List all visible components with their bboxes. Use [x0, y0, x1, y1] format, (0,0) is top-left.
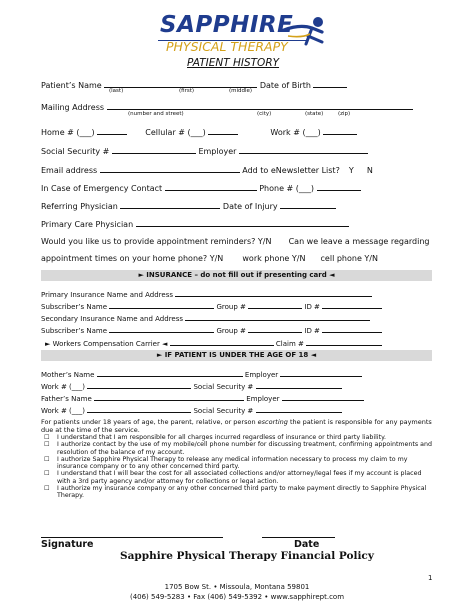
checkbox-icon[interactable]: ☐ [44, 434, 50, 441]
home-phone-field[interactable] [97, 126, 127, 135]
name-sublabel-last: (last) [109, 88, 124, 94]
claim-field[interactable] [306, 338, 382, 346]
claim-label: Claim # [275, 340, 304, 348]
father-work-label: Work # (___) [41, 407, 86, 415]
secondary-insurance-field[interactable] [185, 313, 370, 321]
consent-item: ☐ I authorize my insurance company or any other concerned third party to make payment directly to Sapphire Physical Therapy. [44, 485, 427, 500]
fathers-name-label: Father’s Name [41, 395, 92, 403]
primary-care-field[interactable] [136, 218, 349, 227]
footer-contact: (406) 549-5283 • Fax (406) 549-5392 • www.sapphirept.com [129, 593, 345, 601]
intro-emphasis: escorting [257, 418, 288, 426]
newsletter-label: Add to eNewsletter List? [242, 166, 340, 175]
email-field[interactable] [100, 164, 240, 173]
father-work-row[interactable] [41, 405, 342, 415]
primary-insurance-label: Primary Insurance Name and Address [41, 291, 173, 299]
insurance-section-header: ► INSURANCE – do not fill out if presenting card ◄ [41, 270, 432, 281]
group-label: Group # [216, 303, 246, 311]
signature-line[interactable] [41, 537, 223, 538]
primary-insurance-row[interactable] [41, 289, 372, 299]
address-sublabel-state: (state) [305, 111, 324, 117]
newsletter-yes[interactable]: Y [348, 166, 354, 175]
date-of-birth-label: Date of Birth [259, 81, 311, 90]
signature-label: Signature [41, 539, 94, 550]
ssn-field[interactable] [112, 145, 196, 154]
newsletter-no[interactable]: N [366, 166, 373, 175]
employer-label: Employer [198, 147, 237, 156]
secondary-insurance-row[interactable] [41, 313, 370, 323]
mothers-name-field[interactable] [97, 369, 243, 377]
responsibility-intro: For patients under 18 years of age, the parent, relative, or person escorting the patient is responsible for any payments due at the time of the service. [41, 418, 432, 434]
consent-item: ☐ I authorize Sapphire Physical Therapy to release any medical information necessary to process my claim to my insurance company or to any other concerned third party. [44, 455, 408, 471]
father-work-field[interactable] [87, 405, 191, 413]
page-number: 1 [428, 574, 433, 582]
reminder-question-1: Would you like us to provide appointment reminders? Y/N [41, 237, 272, 246]
mother-work-label: Work # (___) [41, 383, 86, 391]
home-phone-label: Home # (___) [41, 128, 95, 137]
mother-employer-label: Employer [244, 371, 279, 379]
mothers-name-label: Mother’s Name [41, 371, 95, 379]
referring-physician-label: Referring Physician [41, 202, 118, 211]
subscriber-name-field[interactable] [109, 325, 214, 333]
secondary-subscriber-row[interactable] [41, 325, 382, 335]
consent-list [44, 434, 435, 500]
name-sublabel-middle: (middle) [229, 88, 253, 94]
patients-name-label: Patient’s Name [41, 81, 102, 90]
consent-item: ☐ I understand that I will bear the cost for all associated collections and/or attorney/legal fees if my account is placed with a 3rd party agency and/or attorney for collections or legal action. [44, 470, 422, 485]
mother-work-field[interactable] [87, 381, 191, 389]
mother-row[interactable] [41, 369, 362, 379]
mother-ssn-label: Social Security # [193, 383, 254, 391]
minor-section-header: ► IF PATIENT IS UNDER THE AGE OF 18 ◄ [41, 350, 432, 361]
referring-physician-field[interactable] [120, 200, 220, 209]
father-employer-field[interactable] [282, 393, 364, 401]
primary-subscriber-row[interactable] [41, 301, 382, 311]
referring-row[interactable] [41, 200, 336, 211]
date-of-injury-label: Date of Injury [222, 202, 278, 211]
father-ssn-label: Social Security # [193, 407, 254, 415]
mailing-address-field[interactable] [107, 101, 413, 110]
workers-comp-field[interactable] [170, 338, 274, 346]
workers-comp-label: ► Workers Compensation Carrier ◄ [45, 340, 168, 348]
footer-address: 1705 Bow St. • Missoula, Montana 59801 [164, 583, 310, 591]
date-line[interactable] [262, 537, 335, 538]
reminder-work-phone[interactable]: work phone Y/N [242, 254, 306, 263]
emergency-phone-label: Phone # (___) [259, 184, 315, 193]
page-title: PATIENT HISTORY [187, 57, 280, 69]
consent-item: ☐ I understand that I am responsible for all charges incurred regardless of insurance or third party liability. [44, 434, 386, 441]
father-employer-label: Employer [246, 395, 280, 403]
employer-field[interactable] [239, 145, 368, 154]
emergency-contact-label: In Case of Emergency Contact [41, 184, 163, 193]
group-label: Group # [216, 327, 246, 335]
consent-item: ☐ I authorize contact by the use of my mobile/cell phone number for discussing treatment, confirming appointments and resolution of the balance of my account. [44, 441, 433, 456]
phone-row[interactable] [41, 126, 357, 137]
id-label: ID # [304, 327, 320, 335]
reminder-question-line1 [41, 237, 430, 246]
logo-name: SAPPHIRE [160, 12, 294, 38]
cellular-phone-label: Cellular # (___) [145, 128, 206, 137]
id-field[interactable] [322, 325, 382, 333]
checkbox-icon[interactable]: ☐ [44, 485, 50, 493]
patients-name-field[interactable] [104, 79, 257, 88]
address-sublabel-street: (number and street) [128, 111, 184, 117]
date-of-injury-field[interactable] [280, 200, 336, 209]
date-label: Date [294, 539, 320, 550]
work-phone-label: Work # (___) [270, 128, 321, 137]
subscriber-name-field[interactable] [109, 301, 214, 309]
email-label: Email address [41, 166, 98, 175]
name-sublabel-first: (first) [179, 88, 195, 94]
mother-work-row[interactable] [41, 381, 342, 391]
patients-name-row[interactable] [41, 79, 347, 90]
ssn-row[interactable] [41, 145, 368, 156]
mailing-address-row[interactable] [41, 101, 413, 112]
id-label: ID # [304, 303, 320, 311]
financial-policy-title: Sapphire Physical Therapy Financial Policy [120, 550, 374, 562]
runner-logo-icon [282, 14, 328, 50]
emergency-row[interactable] [41, 182, 361, 193]
id-field[interactable] [322, 301, 382, 309]
reminder-question-2: Can we leave a message regarding [288, 237, 430, 246]
secondary-insurance-label: Secondary Insurance Name and Address [41, 315, 184, 323]
emergency-contact-field[interactable] [165, 182, 257, 191]
cellular-phone-field[interactable] [208, 126, 238, 135]
checkbox-icon[interactable]: ☐ [44, 470, 50, 478]
father-ssn-field[interactable] [256, 405, 342, 413]
reminder-cell-phone[interactable]: cell phone Y/N [320, 254, 378, 263]
logo [158, 12, 328, 52]
checkbox-icon[interactable]: ☐ [44, 441, 50, 449]
address-sublabel-city: (city) [257, 111, 272, 117]
primary-care-label: Primary Care Physician [41, 220, 134, 229]
reminder-home-phone[interactable]: appointment times on your home phone? Y/N [41, 254, 224, 263]
group-field[interactable] [248, 325, 302, 333]
primary-care-row[interactable] [41, 218, 349, 229]
work-phone-field[interactable] [323, 126, 357, 135]
father-row[interactable] [41, 393, 364, 403]
email-row[interactable] [41, 164, 373, 175]
checkbox-icon[interactable]: ☐ [44, 455, 50, 463]
mother-employer-field[interactable] [280, 369, 362, 377]
fathers-name-field[interactable] [94, 393, 244, 401]
subscriber-name-label: Subscriber’s Name [41, 303, 108, 311]
address-sublabel-zip: (zip) [338, 111, 351, 117]
date-of-birth-field[interactable] [313, 79, 347, 88]
ssn-label: Social Security # [41, 147, 110, 156]
reminder-question-line2 [41, 254, 378, 263]
group-field[interactable] [248, 301, 302, 309]
mailing-address-label: Mailing Address [41, 103, 105, 112]
emergency-phone-field[interactable] [317, 182, 361, 191]
primary-insurance-field[interactable] [175, 289, 372, 297]
logo-subtitle: PHYSICAL THERAPY [166, 39, 288, 54]
workers-comp-row[interactable] [45, 338, 382, 348]
mother-ssn-field[interactable] [256, 381, 342, 389]
subscriber-name-label: Subscriber’s Name [41, 327, 108, 335]
